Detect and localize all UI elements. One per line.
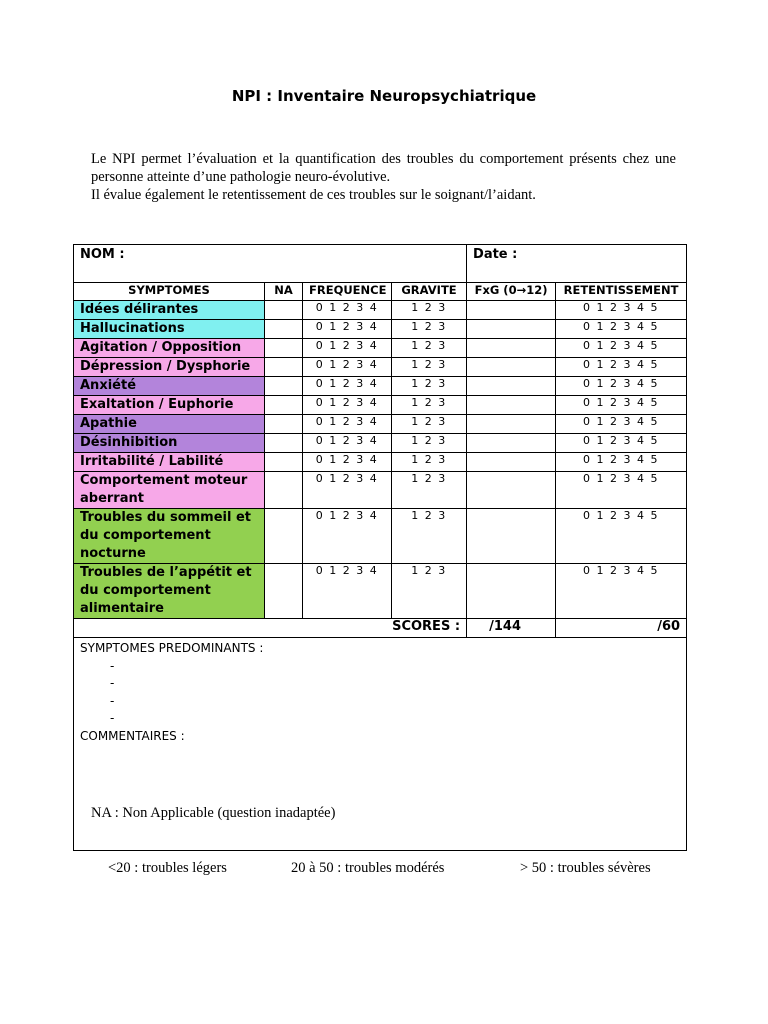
symptom-label: Irritabilité / Labilité (74, 453, 265, 472)
frequence-scale[interactable]: 0 1 2 3 4 (303, 564, 392, 619)
column-header-row (74, 283, 687, 301)
fxg-cell[interactable] (467, 453, 556, 472)
table-row (74, 564, 687, 619)
gravite-scale[interactable]: 1 2 3 (392, 453, 467, 472)
predominants-label: SYMPTOMES PREDOMINANTS : (80, 641, 264, 655)
nom-field[interactable] (74, 245, 467, 283)
predominant-item: - (110, 658, 115, 673)
symptom-label: Exaltation / Euphorie (74, 396, 265, 415)
symptom-label: Comportement moteur aberrant (74, 472, 265, 509)
retentissement-scale[interactable]: 0 1 2 3 4 5 (556, 564, 687, 619)
gravite-scale[interactable]: 1 2 3 (392, 320, 467, 339)
symptom-label: Troubles du sommeil et du comportement nocturne (74, 509, 265, 564)
fxg-cell[interactable] (467, 509, 556, 564)
frequence-scale[interactable]: 0 1 2 3 4 (303, 320, 392, 339)
nom-label: NOM : (80, 247, 125, 262)
retentissement-scale[interactable]: 0 1 2 3 4 5 (556, 509, 687, 564)
retentissement-scale[interactable]: 0 1 2 3 4 5 (556, 377, 687, 396)
retentissement-scale[interactable]: 0 1 2 3 4 5 (556, 434, 687, 453)
na-cell[interactable] (265, 396, 303, 415)
table-row (74, 377, 687, 396)
col-fxg: FxG (0→12) (467, 283, 556, 301)
page-title: NPI : Inventaire Neuropsychiatrique (231, 87, 537, 105)
frequence-scale[interactable]: 0 1 2 3 4 (303, 339, 392, 358)
na-cell[interactable] (265, 453, 303, 472)
na-cell[interactable] (265, 377, 303, 396)
gravite-scale[interactable]: 1 2 3 (392, 434, 467, 453)
symptom-label: Troubles de l’appétit et du comportement alimentaire (74, 564, 265, 619)
fxg-cell[interactable] (467, 339, 556, 358)
col-na: NA (265, 283, 303, 301)
legend-light: <20 : troubles légers (108, 860, 227, 876)
retentissement-scale[interactable]: 0 1 2 3 4 5 (556, 358, 687, 377)
frequence-scale[interactable]: 0 1 2 3 4 (303, 415, 392, 434)
table-row (74, 301, 687, 320)
predominant-item: - (110, 676, 115, 690)
fxg-cell[interactable] (467, 377, 556, 396)
symptom-label: Anxiété (74, 377, 265, 396)
intro-paragraph-2: Il évalue également le retentissement de ces troubles sur le soignant/l’aidant. (91, 187, 536, 203)
fxg-cell[interactable] (467, 358, 556, 377)
gravite-scale[interactable]: 1 2 3 (392, 396, 467, 415)
header-row (74, 245, 687, 283)
na-cell[interactable] (265, 339, 303, 358)
predominant-item: - (110, 711, 115, 725)
date-label: Date : (473, 247, 518, 262)
symptom-label: Apathie (74, 415, 265, 434)
frequence-scale[interactable]: 0 1 2 3 4 (303, 453, 392, 472)
fxg-cell[interactable] (467, 434, 556, 453)
na-cell[interactable] (265, 472, 303, 509)
gravite-scale[interactable]: 1 2 3 (392, 339, 467, 358)
score-fxg-total[interactable]: /144 (467, 619, 556, 638)
table-row (74, 320, 687, 339)
retentissement-scale[interactable]: 0 1 2 3 4 5 (556, 301, 687, 320)
gravite-scale[interactable]: 1 2 3 (392, 415, 467, 434)
legend-moderate: 20 à 50 : troubles modérés (291, 860, 445, 876)
col-gravite: GRAVITE (392, 283, 467, 301)
na-cell[interactable] (265, 415, 303, 434)
fxg-cell[interactable] (467, 472, 556, 509)
col-symptomes: SYMPTOMES (74, 283, 265, 301)
retentissement-scale[interactable]: 0 1 2 3 4 5 (556, 472, 687, 509)
gravite-scale[interactable]: 1 2 3 (392, 509, 467, 564)
frequence-scale[interactable]: 0 1 2 3 4 (303, 396, 392, 415)
retentissement-scale[interactable]: 0 1 2 3 4 5 (556, 396, 687, 415)
fxg-cell[interactable] (467, 396, 556, 415)
na-cell[interactable] (265, 564, 303, 619)
fxg-cell[interactable] (467, 320, 556, 339)
frequence-scale[interactable]: 0 1 2 3 4 (303, 377, 392, 396)
symptom-label: Hallucinations (74, 320, 265, 339)
col-retentissement: RETENTISSEMENT (556, 283, 687, 301)
gravite-scale[interactable]: 1 2 3 (392, 564, 467, 619)
gravite-scale[interactable]: 1 2 3 (392, 301, 467, 320)
gravite-scale[interactable]: 1 2 3 (392, 472, 467, 509)
gravite-scale[interactable]: 1 2 3 (392, 377, 467, 396)
npi-table (73, 244, 687, 851)
na-cell[interactable] (265, 358, 303, 377)
frequence-scale[interactable]: 0 1 2 3 4 (303, 301, 392, 320)
legend-severe: > 50 : troubles sévères (520, 860, 651, 876)
table-row (74, 453, 687, 472)
fxg-cell[interactable] (467, 415, 556, 434)
frequence-scale[interactable]: 0 1 2 3 4 (303, 472, 392, 509)
symptom-label: Agitation / Opposition (74, 339, 265, 358)
table-row (74, 396, 687, 415)
fxg-cell[interactable] (467, 564, 556, 619)
intro-paragraph-1: Le NPI permet l’évaluation et la quantification des troubles du comportement présents chez une personne atteinte d’une pathologie neuro-évolutive. (91, 151, 676, 185)
score-retentissement-total[interactable]: /60 (556, 619, 687, 638)
table-row (74, 358, 687, 377)
intro-text (91, 150, 676, 204)
symptom-label: Idées délirantes (74, 301, 265, 320)
table-row (74, 415, 687, 434)
na-cell[interactable] (265, 320, 303, 339)
table-row (74, 434, 687, 453)
col-frequence: FREQUENCE (303, 283, 392, 301)
gravite-scale[interactable]: 1 2 3 (392, 358, 467, 377)
retentissement-scale[interactable]: 0 1 2 3 4 5 (556, 339, 687, 358)
retentissement-scale[interactable]: 0 1 2 3 4 5 (556, 415, 687, 434)
retentissement-scale[interactable]: 0 1 2 3 4 5 (556, 320, 687, 339)
na-cell[interactable] (265, 301, 303, 320)
na-note: NA : Non Applicable (question inadaptée) (91, 805, 336, 821)
na-cell[interactable] (265, 509, 303, 564)
comments-label: COMMENTAIRES : (80, 728, 185, 743)
symptom-label: Dépression / Dysphorie (74, 358, 265, 377)
symptom-rows (74, 301, 687, 619)
scores-row (74, 619, 687, 638)
retentissement-scale[interactable]: 0 1 2 3 4 5 (556, 453, 687, 472)
table-row (74, 472, 687, 509)
table-row (74, 339, 687, 358)
frequence-scale[interactable]: 0 1 2 3 4 (303, 434, 392, 453)
scores-label: SCORES : (74, 619, 467, 638)
predominant-item: - (110, 693, 115, 708)
symptom-label: Désinhibition (74, 434, 265, 453)
table-row (74, 509, 687, 564)
date-field[interactable] (467, 245, 687, 283)
na-cell[interactable] (265, 434, 303, 453)
frequence-scale[interactable]: 0 1 2 3 4 (303, 358, 392, 377)
frequence-scale[interactable]: 0 1 2 3 4 (303, 509, 392, 564)
fxg-cell[interactable] (467, 301, 556, 320)
